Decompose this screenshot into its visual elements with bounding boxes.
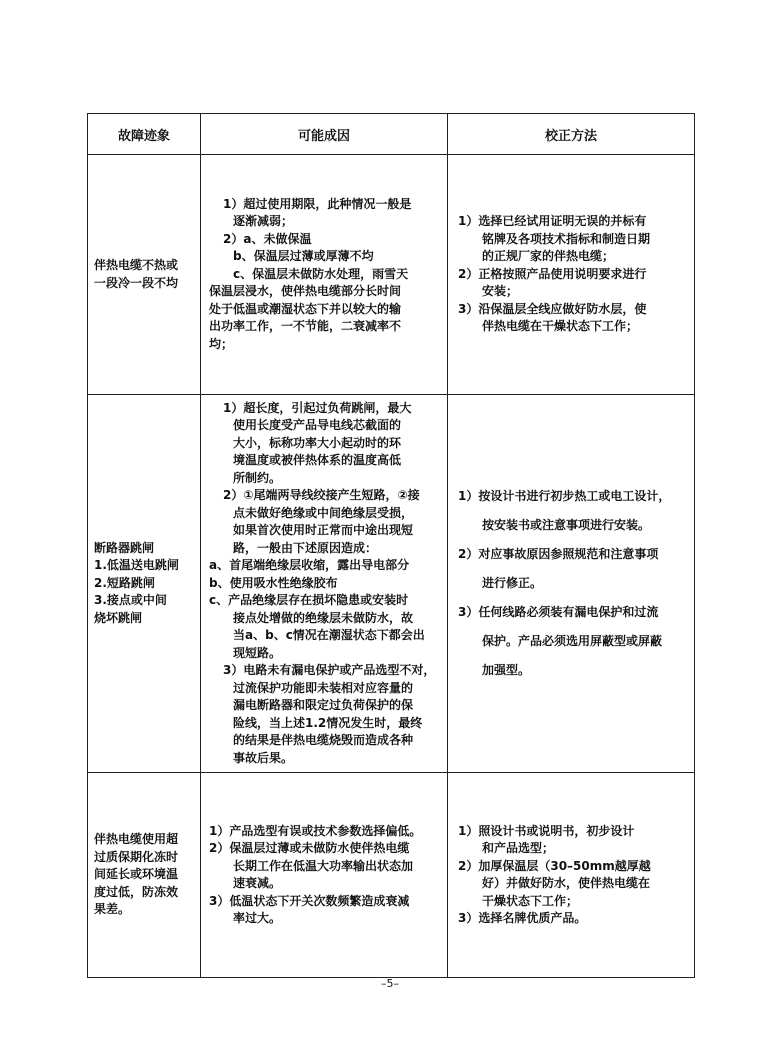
symptom-line: 度过低，防冻效	[94, 884, 179, 899]
cause-line: 接点处增做的绝缘层未做防水，故	[233, 610, 414, 625]
fix-line: 按安装书或注意事项进行安装。	[482, 518, 651, 532]
fix-cell	[448, 155, 695, 395]
cause-line: c、保温层未做防水处理，雨雪天	[233, 266, 409, 281]
cause-line: b、保温层过薄或厚薄不均	[233, 249, 374, 264]
fix-line: 干燥状态下工作；	[482, 893, 579, 908]
cause-line: 1）产品选型有误或技术参数选择偏低。	[209, 823, 422, 838]
fix-line: 进行修正。	[482, 576, 543, 590]
cause-line: 过流保护功能即未装相对应容量的	[233, 680, 414, 695]
symptom-cell	[88, 773, 201, 978]
symptom-line: 2.短路跳闸	[94, 575, 155, 590]
fix-line: 2）加厚保温层（30–50mm越厚越	[458, 858, 651, 873]
cause-cell	[201, 395, 448, 773]
cause-line: 事故后果。	[233, 750, 294, 765]
fix-line: 安装；	[482, 284, 519, 299]
cause-line: 险线，当上述1.2情况发生时，最终	[233, 715, 423, 730]
cause-line: 逐渐减弱；	[233, 214, 294, 229]
fix-line: 和产品选型；	[482, 841, 555, 855]
cause-line: 漏电断路器和限定过负荷保护的保	[233, 698, 414, 713]
fix-line: 好）并做好防水，使伴热电缆在	[482, 876, 651, 890]
fix-line: 3）任何线路必须装有漏电保护和过流	[458, 605, 659, 619]
cause-line: 出功率工作，一不节能，二衰减率不	[209, 319, 402, 334]
cause-line: 2）①尾端两导线绞接产生短路，②接	[223, 488, 420, 503]
cause-line: a、首尾端绝缘层收缩，露出导电部分	[209, 558, 410, 573]
fix-cell	[448, 395, 695, 773]
symptom-line: 间延长或环境温	[94, 867, 179, 882]
cause-line: 处于低温或潮湿状态下并以较大的输	[209, 301, 402, 316]
cause-line: 当a、b、c情况在潮湿状态下都会出	[233, 628, 425, 643]
cause-line: 如果首次使用时正常而中途出现短	[233, 523, 414, 538]
header-row	[88, 114, 695, 155]
fix-line: 的正规厂家的伴热电缆；	[482, 249, 615, 264]
symptom-line: 过质保期化冻时	[94, 849, 179, 864]
cause-cell	[201, 773, 448, 978]
fix-line: 铭牌及各项技术指标和制造日期	[482, 231, 651, 246]
fix-line: 3）选择名牌优质产品。	[458, 911, 587, 925]
cause-line: 2）保温层过薄或未做防水使伴热电缆	[209, 841, 410, 855]
header-fix: 校正方法	[448, 114, 695, 155]
cause-line: 长期工作在低温大功率输出状态加	[233, 858, 414, 873]
symptom-line: 伴热电缆使用超	[94, 832, 179, 847]
fix-line: 1）按设计书进行初步热工或电工设计，	[458, 489, 671, 503]
cause-line: 大小，标称功率大小起动时的环	[233, 435, 402, 450]
fix-line: 3）沿保温层全线应做好防水层，使	[458, 301, 647, 316]
cause-line: 1）超过使用期限，此种情况一般是	[223, 196, 412, 211]
fix-cell	[448, 773, 695, 978]
cause-line: 使用长度受产品导电线芯截面的	[233, 418, 402, 433]
symptom-line: 一段冷一段不均	[94, 275, 179, 290]
symptom-line: 果差。	[94, 902, 131, 917]
cause-line: 均；	[209, 336, 234, 351]
cause-line: 1）超长度，引起过负荷跳闸，最大	[223, 400, 412, 415]
fix-line: 保护。产品必须选用屏蔽型或屏蔽	[482, 634, 663, 648]
symptom-cell	[88, 155, 201, 395]
cause-cell	[201, 155, 448, 395]
cause-line: 率过大。	[233, 911, 282, 925]
fix-line: 1）选择已经试用证明无误的并标有	[458, 214, 647, 229]
fix-line: 2）正格按照产品使用说明要求进行	[458, 266, 647, 281]
symptom-line: 断路器跳闸	[94, 540, 155, 555]
cause-line: 速衰减。	[233, 876, 282, 890]
fix-line: 1）照设计书或说明书，初步设计	[458, 823, 635, 838]
symptom-cell	[88, 395, 201, 773]
cause-line: 现短路。	[233, 645, 282, 660]
cause-line: 点未做好绝缘或中间绝缘层受损，	[233, 505, 414, 520]
cause-line: 2）a、未做保温	[223, 231, 312, 246]
cause-line: 境温度或被伴热体系的温度高低	[233, 453, 402, 468]
cause-line: 3）低温状态下开关次数频繁造成衰减	[209, 893, 410, 908]
fix-line: 加强型。	[482, 663, 531, 677]
symptom-line: 伴热电缆不热或	[94, 258, 179, 272]
cause-line: c、产品绝缘层存在损坏隐患或安装时	[209, 593, 409, 608]
cause-line: 3）电路未有漏电保护或产品选型不对，	[223, 663, 436, 678]
header-symptom: 故障迹象	[88, 114, 201, 155]
cause-line: 的结果是伴热电缆烧毁而造成各种	[233, 733, 414, 748]
fix-line: 伴热电缆在干燥状态下工作；	[482, 319, 639, 334]
cause-line: 路，一般由下述原因造成：	[233, 540, 378, 555]
symptom-line: 1.低温送电跳闸	[94, 558, 179, 573]
table-row	[88, 773, 695, 978]
page-number: –5–	[381, 977, 399, 990]
symptom-line: 烧坏跳闸	[94, 610, 143, 625]
cause-line: 所制约。	[233, 470, 282, 485]
fault-table	[87, 113, 695, 978]
cause-line: 保温层浸水，使伴热电缆部分长时间	[209, 284, 402, 299]
cause-line: b、使用吸水性绝缘胶布	[209, 575, 338, 590]
fix-line: 2）对应事故原因参照规范和注意事项	[458, 547, 659, 561]
table-row	[88, 155, 695, 395]
table-row	[88, 395, 695, 773]
symptom-line: 3.接点或中间	[94, 593, 167, 608]
header-cause: 可能成因	[201, 114, 448, 155]
